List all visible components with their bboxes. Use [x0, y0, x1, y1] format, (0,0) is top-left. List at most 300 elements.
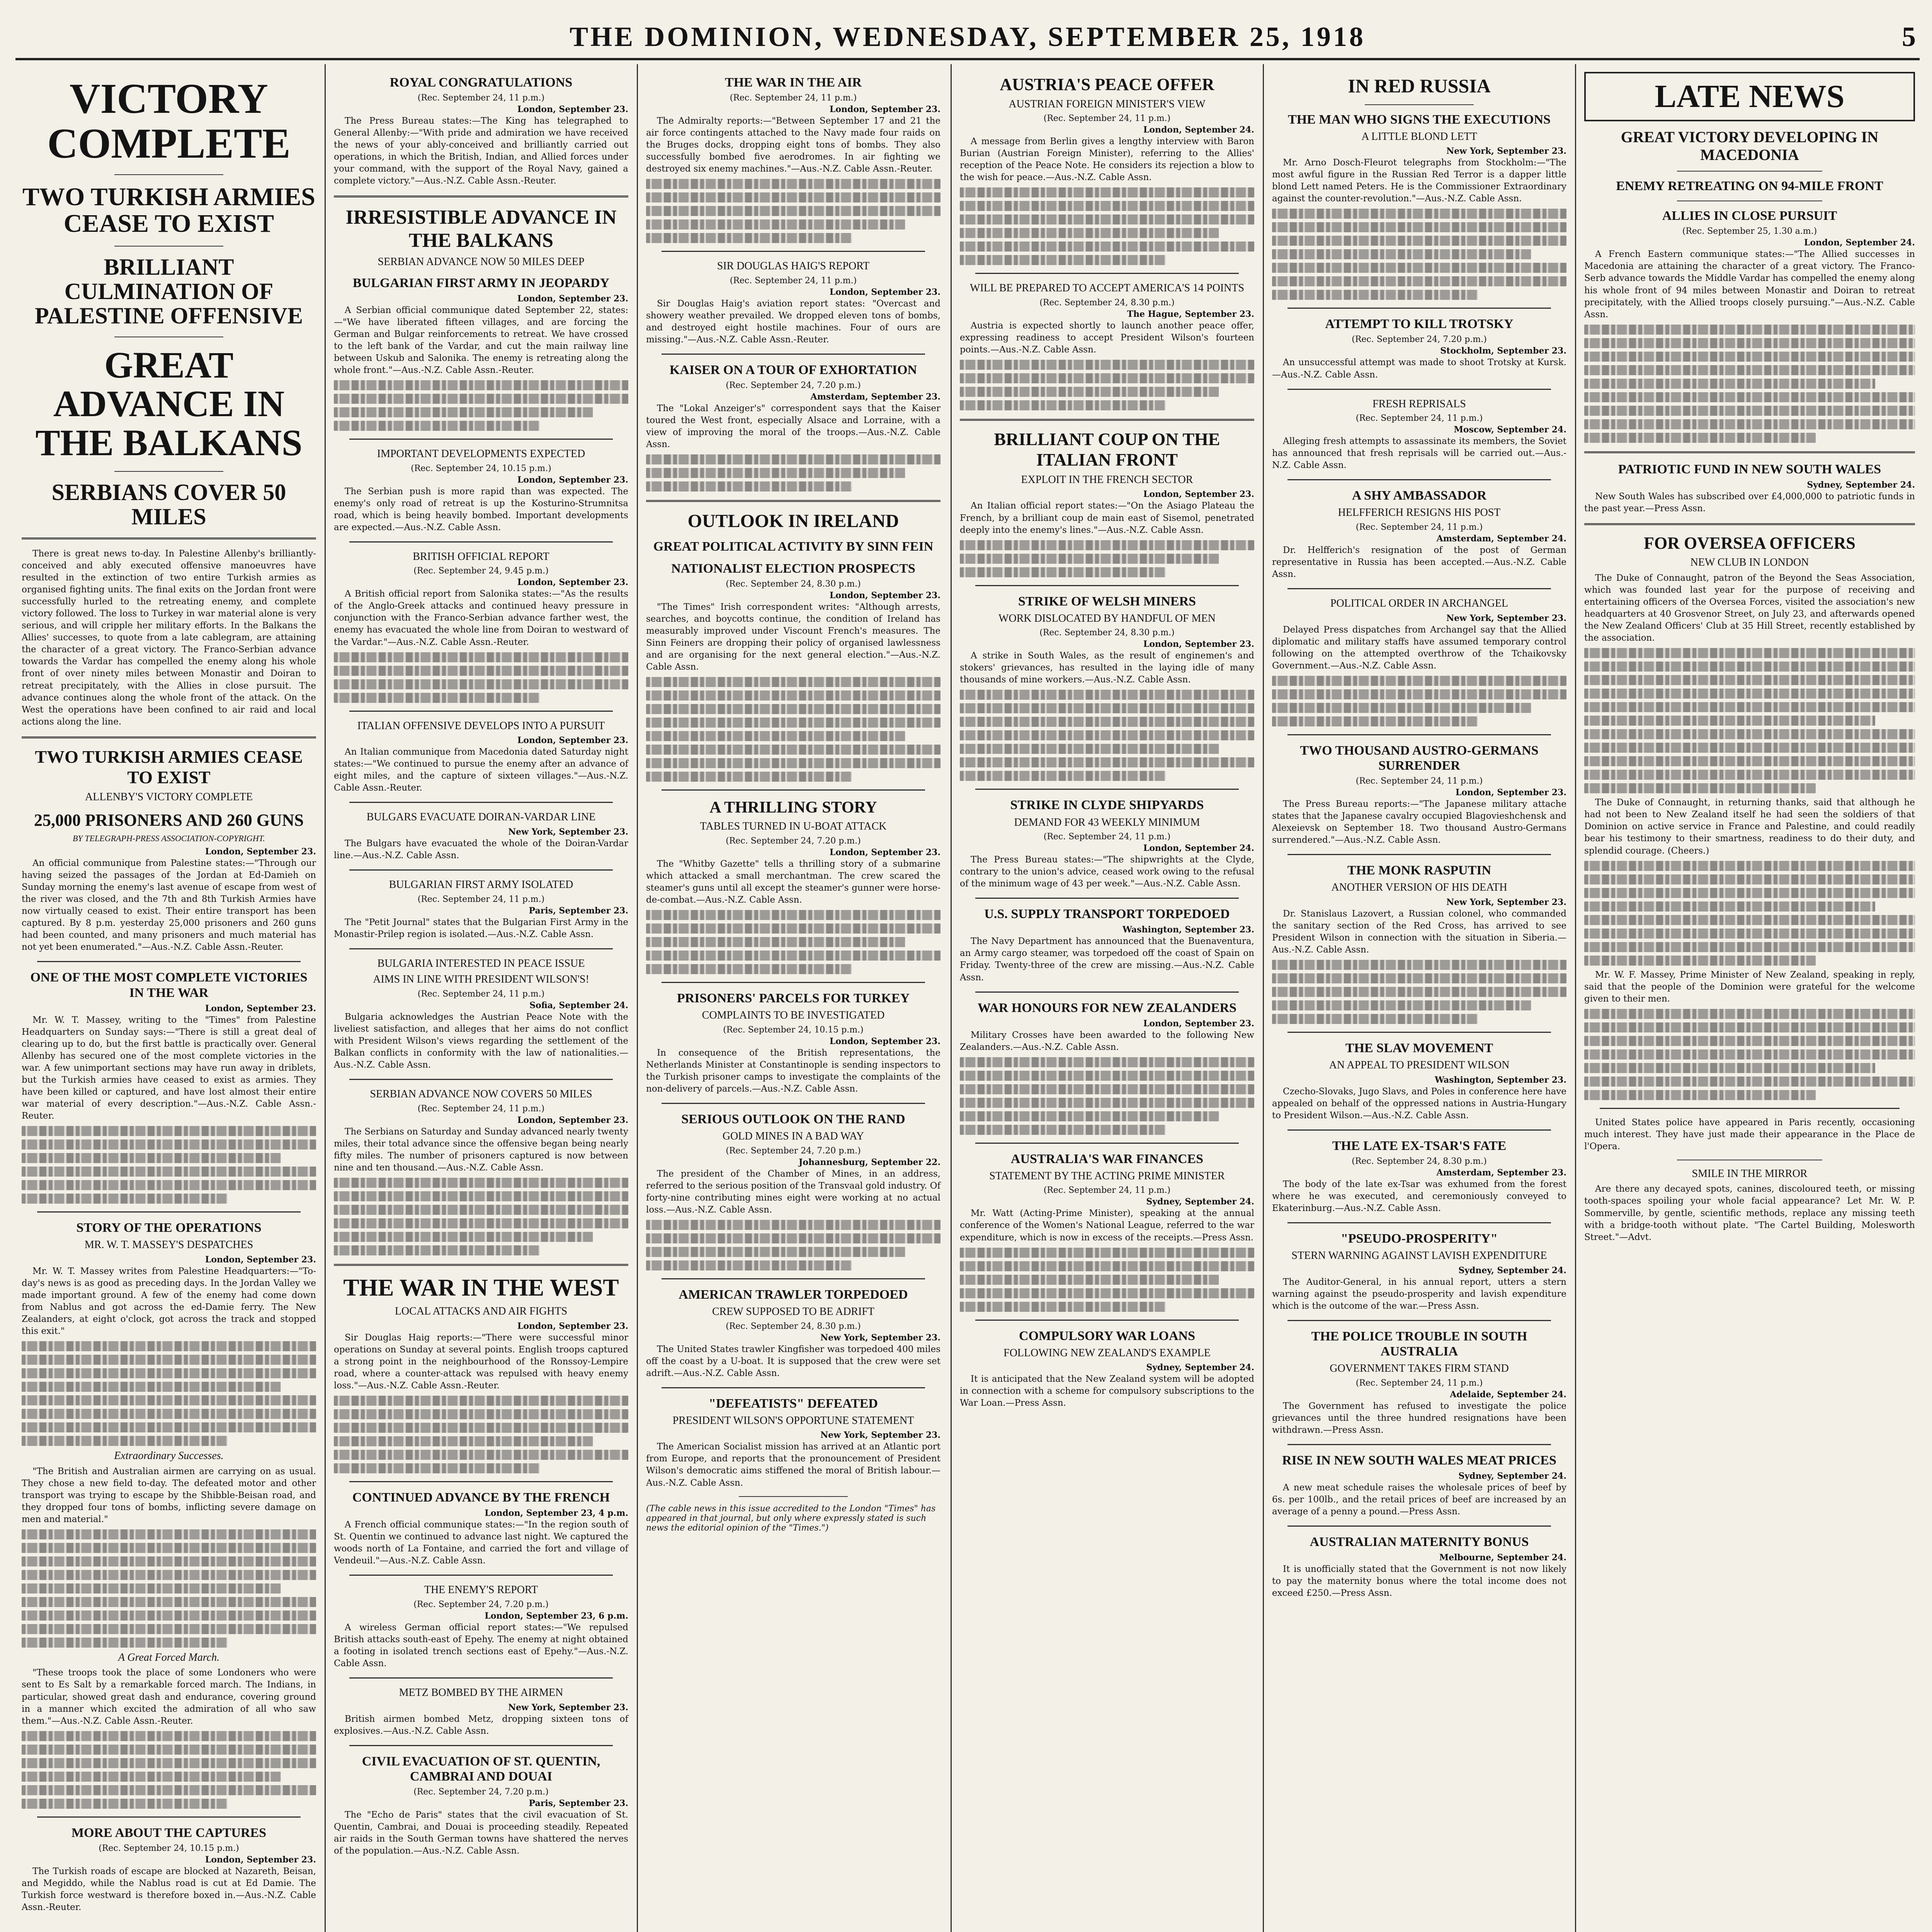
- story-text: It is anticipated that the New Zealand system will be adopted in connection with a scheme for compulsory subscriptions to the War Loan.—Press Assn.: [960, 1374, 1254, 1408]
- story-subhead: SERBIAN ADVANCE NOW 50 MILES DEEP: [378, 255, 585, 268]
- story-text: The "Whitby Gazette" tells a thrilling story of a submarine which attacked a small merchantman. The crew scared the steamer's guns until all except the steamer's gunner were horse-de-combat.—Aus.-N.Z. Cable Assn.: [646, 859, 940, 905]
- column-4: [955, 64, 1259, 1932]
- dateline: London, September 23.: [205, 1003, 316, 1014]
- received-line: (Rec. September 24, 7.20 p.m.): [726, 1146, 861, 1156]
- story-headline: KAISER ON A TOUR OF EXHORTATION: [669, 363, 917, 378]
- dateline: New York, September 23.: [1446, 146, 1566, 156]
- received-line: (Rec. September 24, 11 p.m.): [1355, 1378, 1483, 1388]
- story-headline: AUSTRALIA'S WAR FINANCES: [1010, 1151, 1204, 1166]
- dateline: Washington, September 23.: [1435, 1075, 1566, 1085]
- divider: [662, 1103, 925, 1104]
- received-line: (Rec. September 24, 11 p.m.): [1355, 776, 1483, 786]
- story-text: Dr. Stanislaus Lazovert, a Russian colonel, who commanded the sanitary section of the Red Cross, has arrived to see President Wilson in connection with the situation in Siberia.—Aus.-N.Z. Cable Assn.: [1272, 908, 1566, 955]
- received-line: (Rec. September 24, 8.30 p.m.): [726, 579, 861, 589]
- text-filler: [960, 690, 1254, 781]
- story-headline: SERBIAN ADVANCE NOW COVERS 50 MILES: [370, 1088, 592, 1100]
- deck-headline: GREAT ADVANCE IN THE BALKANS: [35, 344, 303, 464]
- story-headline: THE MONK RASPUTIN: [1347, 863, 1492, 878]
- divider: [349, 1575, 613, 1576]
- dateline: Paris, September 23.: [529, 905, 628, 916]
- divider: [975, 789, 1239, 790]
- text-filler: [1584, 648, 1915, 793]
- dateline: New York, September 23.: [820, 1430, 940, 1440]
- column-rule: [1575, 64, 1576, 1932]
- column-3: [641, 64, 945, 1932]
- story-text: The Press Bureau reports:—"The Japanese military attache states that the Japanese cavalry occupied Blagovieshchensk and Alexeievsk on September 18. Two thousand Austro-Germans surrendered."—Aus.-N.Z. Cable Assn.: [1272, 799, 1566, 845]
- story-subhead: ENEMY RETREATING ON 94-MILE FRONT: [1616, 179, 1883, 194]
- story-subhead: TABLES TURNED IN U-BOAT ATTACK: [700, 820, 887, 833]
- dateline: London, September 23.: [829, 590, 940, 600]
- divider: [662, 982, 925, 983]
- story-text: An Italian official report states:—"On the Asiago Plateau the French, by a brilliant coup de main east of Sisemol, penetrated deeply into the enemy's lines."—Aus.-N.Z. Cable Assn.: [960, 501, 1254, 535]
- divider: [349, 711, 613, 712]
- divider: [1287, 734, 1551, 735]
- dateline: Adelaide, September 24.: [1450, 1389, 1566, 1400]
- divider: [349, 948, 613, 949]
- story-headline: CIVIL EVACUATION OF ST. QUENTIN, CAMBRAI AND DOUAI: [362, 1754, 600, 1784]
- story-headline: IMPORTANT DEVELOPMENTS EXPECTED: [377, 447, 585, 460]
- received-line: (Rec. September 24, 10.15 p.m.): [411, 463, 551, 473]
- story-subhead: 25,000 PRISONERS AND 260 GUNS: [34, 811, 304, 830]
- divider: [114, 471, 223, 472]
- story-headline: THE POLICE TROUBLE IN SOUTH AUSTRALIA: [1311, 1329, 1527, 1359]
- story-headline: A THRILLING STORY: [709, 799, 877, 817]
- divider: [349, 1745, 613, 1746]
- story-text: Dr. Helfferich's resignation of the post of German representative in Russia has been accepted.—Aus.-N.Z. Cable Assn.: [1272, 545, 1566, 580]
- story-text: The Duke of Connaught, patron of the Beyond the Seas Association, which was founded last year for the purpose of receiving and entertaining officers of the Oversea Forces, visited the association's new headquarters at 40 Grosvenor Street, on July 23, and afterwards opened the New Zealand Officers' Club at 35 Hill Street, recently established by the association.: [1584, 573, 1915, 643]
- story-text: In consequence of the British representations, the Netherlands Minister at Constantinople is sending inspectors to the Turkish prisoner camps to investigate the complaints of the non-delivery of parcels.—Aus.-N.Z. Cable Assn.: [646, 1048, 940, 1094]
- story-headline: U.S. SUPPLY TRANSPORT TORPEDOED: [984, 907, 1230, 922]
- story-text: A British official report from Salonika states:—"As the results of the Anglo-Greek attacks and continued heavy pressure in conjunction with the Franco-Serbian advance farther west, the enemy has evacuated the whole line from Doiran to westward of the Vardar."—Aus.-N.Z. Cable Assn.-Reuter.: [334, 589, 628, 647]
- text-filler: [1272, 960, 1566, 1024]
- received-line: (Rec. September 24, 11 p.m.): [1355, 522, 1483, 532]
- dateline: London, September 23.: [1455, 787, 1566, 798]
- story-headline: IN RED RUSSIA: [1348, 75, 1491, 97]
- divider: [1287, 588, 1551, 589]
- story-subhead: MR. W. T. MASSEY'S DESPATCHES: [84, 1239, 253, 1251]
- story-subhead: GOVERNMENT TAKES FIRM STAND: [1330, 1362, 1509, 1375]
- story-subhead: ANOTHER VERSION OF HIS DEATH: [1331, 881, 1507, 894]
- deck-headline: SERBIANS COVER 50 MILES: [51, 479, 286, 529]
- deck-headline: BRILLIANT CULMINATION OF PALESTINE OFFENSIVE: [34, 254, 303, 328]
- story-text: The Serbians on Saturday and Sunday advanced nearly twenty miles, their total advance since the offensive began being nearly fifty miles. The number of prisoners captured is now between nine and ten thousand.—Aus.-N.Z. Cable Assn.: [334, 1126, 628, 1173]
- story-text: The United States trawler Kingfisher was torpedoed 400 miles off the coast by a U-boat. It is supposed that the crew were set adrift.—Aus.-N.Z. Cable Assn.: [646, 1344, 940, 1378]
- text-filler: [646, 910, 940, 974]
- received-line: (Rec. September 24, 7.20 p.m.): [726, 836, 861, 846]
- story-subhead: CREW SUPPOSED TO BE ADRIFT: [712, 1305, 875, 1318]
- received-line: (Rec. September 24, 11 p.m.): [1043, 114, 1171, 124]
- deck-headline: TWO TURKISH ARMIES CEASE TO EXIST: [22, 183, 315, 238]
- story-text: Alleging fresh attempts to assassinate its members, the Soviet has announced that fresh reprisals will be carried out.—Aus.-N.Z. Cable Assn.: [1272, 436, 1566, 471]
- story-headline: A SHY AMBASSADOR: [1352, 488, 1487, 503]
- story-headline: METZ BOMBED BY THE AIRMEN: [399, 1687, 563, 1699]
- story-headline: CONTINUED ADVANCE BY THE FRENCH: [352, 1490, 610, 1505]
- dateline: Sofia, September 24.: [529, 1000, 628, 1010]
- divider: [1365, 104, 1474, 105]
- text-filler: [22, 1529, 316, 1648]
- story-text: The Press Bureau states:—The King has telegraphed to General Allenby:—"With pride and admiration we have received the news of your ably-conceived and brilliantly carried out operations, in which the British, Indian, and Allied forces under your command, with the support of the Royal Navy, gained a complete victory."—Aus.-N.Z. Cable Assn.-Reuter.: [334, 116, 628, 186]
- story-headline: TWO THOUSAND AUSTRO-GERMANS SURRENDER: [1300, 743, 1539, 773]
- text-filler: [334, 1396, 628, 1473]
- text-filler: [334, 380, 628, 431]
- divider: [975, 1320, 1239, 1321]
- dateline: Sydney, September 24.: [1146, 1362, 1254, 1373]
- dateline: New York, September 23.: [1446, 897, 1566, 907]
- divider: [1584, 451, 1915, 453]
- divider: [975, 992, 1239, 993]
- story-headline: TWO TURKISH ARMIES CEASE TO EXIST: [35, 747, 303, 787]
- page-number: 5: [1902, 21, 1916, 52]
- story-headline: MORE ABOUT THE CAPTURES: [71, 1825, 267, 1840]
- dateline: Washington, September 23.: [1122, 925, 1254, 935]
- divider: [334, 1264, 628, 1266]
- divider: [662, 1387, 925, 1388]
- received-line: (Rec. September 24, 8.30 p.m.): [1039, 298, 1175, 308]
- divider: [349, 1677, 613, 1679]
- divider: [1287, 1320, 1551, 1321]
- received-line: (Rec. September 24, 11 p.m.): [417, 989, 545, 999]
- story-text: Czecho-Slovaks, Jugo Slavs, and Poles in conference here have appealed on behalf of the oppressed nations in Austria-Hungary to President Wilson.—Aus.-N.Z. Cable Assn.: [1272, 1086, 1566, 1121]
- story-headline: STRIKE IN CLYDE SHIPYARDS: [1010, 798, 1204, 813]
- divider: [1287, 1222, 1551, 1223]
- divider: [1287, 308, 1551, 309]
- received-line: (Rec. September 24, 8.30 p.m.): [1352, 1156, 1487, 1167]
- divider: [739, 1496, 848, 1497]
- divider: [37, 1816, 301, 1818]
- received-line: (Rec. September 24, 10.15 p.m.): [723, 1025, 864, 1035]
- received-line: (Rec. September 24, 8.30 p.m.): [1039, 628, 1175, 638]
- main-headline: VICTORY COMPLETE: [47, 75, 291, 167]
- received-line: (Rec. September 24, 11 p.m.): [417, 894, 545, 904]
- dateline: New York, September 23.: [508, 1702, 628, 1713]
- dateline: London, September 24.: [1804, 238, 1915, 248]
- story-text: The Serbian push is more rapid than was expected. The enemy's only road of retreat is up the Kosturino-Strumnitsa road, which is being heavily bombed. Important developments are expected.—Aus.-N.Z. Cable Assn.: [334, 486, 628, 532]
- dateline: London, September 23.: [517, 474, 628, 485]
- story-text: Sir Douglas Haig reports:—"There were successful minor operations on Sunday at several points. English troops captured a strong point in the neighbourhood of the Ronssoy-Lempire road, where a counter-attack was repulsed with heavy enemy loss."—Aus.-N.Z. Cable Assn.-Reuter.: [334, 1332, 628, 1391]
- story-headline: THE WAR IN THE WEST: [343, 1274, 619, 1301]
- received-line: (Rec. September 25, 1.30 a.m.): [1682, 226, 1817, 236]
- story-text: An unsuccessful attempt was made to shoot Trotsky at Kursk.—Aus.-N.Z. Cable Assn.: [1272, 357, 1566, 380]
- story-headline: PRISONERS' PARCELS FOR TURKEY: [677, 991, 910, 1006]
- story-headline: THE MAN WHO SIGNS THE EXECUTIONS: [1288, 112, 1551, 127]
- story-text: The "Petit Journal" states that the Bulgarian First Army in the Monastir-Prilep region is isolated.—Aus.-N.Z. Cable Assn.: [334, 917, 628, 939]
- dateline: Melbourne, September 24.: [1439, 1553, 1566, 1563]
- divider: [349, 439, 613, 440]
- story-text: Mr. W. T. Massey writes from Palestine Headquarters:—"To-day's news is as good as preceding days. In the Jordan Valley we made important ground. A few of the enemy had come down from Nablus and got across the ed-Damie ferry. The New Zealanders, at eight o'clock, got across the track and stopped this exit.": [22, 1266, 316, 1336]
- dateline: London, September 23.: [205, 847, 316, 857]
- story-text: It is unofficially stated that the Government is not now likely to pay the maternity bonus where the total income does not exceed £250.—Press Assn.: [1272, 1564, 1566, 1599]
- story-text: A new meat schedule raises the wholesale prices of beef by 6s. per 100lb., and the retail prices of beef are increased by an average of a penny a pound.—Press Assn.: [1272, 1483, 1566, 1517]
- dateline: Paris, September 23.: [529, 1798, 628, 1808]
- story-text: Bulgaria acknowledges the Austrian Peace Note with the liveliest satisfaction, and alleges that her aims do not conflict with President Wilson's views regarding the settlement of the Balkan conflicts in conformity with the law of nationalities.—Aus.-N.Z. Cable Assn.: [334, 1012, 628, 1070]
- divider: [1287, 1526, 1551, 1527]
- story-text: A French Eastern communique states:—"The Allied successes in Macedonia are attaining the character of a great victory. The Franco-Serb advance towards the Middle Vardar has compelled the enemy along his whole front of 94 miles between Monastir and Doiran to retreat precipitately, with the Allied troops closely pursuing."—Aus.-N.Z. Cable Assn.: [1584, 249, 1915, 320]
- divider: [349, 1079, 613, 1080]
- column-rule: [637, 64, 638, 1932]
- story-subhead: NEW CLUB IN LONDON: [1690, 556, 1809, 569]
- story-text: The body of the late ex-Tsar was exhumed from the forest where he was executed, and ceremoniously conveyed to Ekaterinburg.—Aus.-N.Z. Cable Assn.: [1272, 1179, 1566, 1214]
- story-subhead: NATIONALIST ELECTION PROSPECTS: [671, 561, 915, 576]
- dateline: London, September 23, 4 p.m.: [485, 1508, 628, 1519]
- text-filler: [1584, 1009, 1915, 1100]
- divider: [1287, 479, 1551, 480]
- divider: [114, 246, 223, 247]
- divider: [662, 354, 925, 355]
- divider: [646, 500, 940, 502]
- column-rule: [951, 64, 952, 1932]
- story-headline: COMPULSORY WAR LOANS: [1019, 1328, 1195, 1343]
- story-subhead: AN APPEAL TO PRESIDENT WILSON: [1329, 1059, 1510, 1071]
- story-headline: ATTEMPT TO KILL TROTSKY: [1325, 317, 1514, 332]
- story-text: The president of the Chamber of Mines, in an address, referred to the serious position of the Transvaal gold industry. Of forty-nine contributing mines eight were working at no actual loss.—Aus.-N.Z. Cable Assn.: [646, 1168, 940, 1215]
- story-headline: BRILLIANT COUP ON THE ITALIAN FRONT: [994, 429, 1220, 469]
- masthead-title: THE DOMINION, WEDNESDAY, SEPTEMBER 25, 1918: [570, 21, 1366, 52]
- story-text: "These troops took the place of some Londoners who were sent to Es Salt by a remarkable forced march. The Indians, in particular, showed great dash and endurance, covering ground in a manner which excited the admiration of all who saw them."—Aus.-N.Z. Cable Assn.-Reuter.: [22, 1668, 316, 1726]
- dateline: New York, September 23.: [508, 827, 628, 837]
- dateline: The Hague, September 23.: [1127, 309, 1254, 319]
- divider: [975, 898, 1239, 899]
- story-headline: SIR DOUGLAS HAIG'S REPORT: [717, 260, 870, 272]
- story-subhead: ALLIES IN CLOSE PURSUIT: [1662, 209, 1837, 223]
- story-subhead: BULGARIAN FIRST ARMY IN JEOPARDY: [352, 276, 610, 290]
- story-subhead: STATEMENT BY THE ACTING PRIME MINISTER: [989, 1170, 1225, 1182]
- text-filler: [22, 1341, 316, 1446]
- text-filler: [646, 677, 940, 782]
- text-filler: [1584, 861, 1915, 966]
- divider: [975, 585, 1239, 586]
- story-headline: AUSTRALIAN MATERNITY BONUS: [1310, 1535, 1529, 1549]
- divider: [975, 273, 1239, 274]
- story-text: United States police have appeared in Paris recently, occasioning much interest. They have just made their appearance in the Place de l'Opera.: [1584, 1117, 1915, 1151]
- dateline: London, September 23.: [517, 104, 628, 115]
- story-text: The Auditor-General, in his annual report, utters a stern warning against the pseudo-prosperity and lavish expenditure which is the outcome of the war.—Press Assn.: [1272, 1277, 1566, 1311]
- divider: [37, 961, 301, 962]
- dateline: London, September 23.: [1143, 639, 1254, 650]
- dateline: Sydney, September 24.: [1146, 1197, 1254, 1207]
- text-filler: [960, 187, 1254, 265]
- story-headline: OUTLOOK IN IRELAND: [687, 511, 899, 532]
- column-rule: [1263, 64, 1264, 1932]
- story-headline: ITALIAN OFFENSIVE DEVELOPS INTO A PURSUIT: [357, 719, 605, 732]
- story-text: The "Lokal Anzeiger's" correspondent says that the Kaiser toured the West front, especially Alsace and Lorraine, with a view of improving the moral of the troops.—Aus.-N.Z. Cable Assn.: [646, 403, 940, 450]
- advert-text: Are there any decayed spots, canines, discoloured teeth, or missing tooth-spaces spoiling your whole facial appearance? Let Mr. W. P. Sommerville, by gentle, scientific methods, replace any missing teeth with a bridge-tooth without plate. "The Cartel Building, Molesworth Street."—Advt.: [1584, 1184, 1915, 1242]
- dateline: Sydney, September 24.: [1807, 480, 1915, 490]
- divider: [37, 1211, 301, 1213]
- story-subhead: DEMAND FOR 43 WEEKLY MINIMUM: [1014, 816, 1200, 828]
- story-headline: BULGARIAN FIRST ARMY ISOLATED: [389, 879, 573, 891]
- story-headline: WILL BE PREPARED TO ACCEPT AMERICA'S 14 POINTS: [969, 282, 1245, 294]
- story-headline: AMERICAN TRAWLER TORPEDOED: [679, 1287, 908, 1302]
- received-line: (Rec. September 24, 11 p.m.): [730, 276, 857, 286]
- section-subhead: Extraordinary Successes.: [114, 1450, 224, 1462]
- text-filler: [334, 1178, 628, 1255]
- divider: [349, 869, 613, 871]
- received-line: (Rec. September 24, 11 p.m.): [417, 93, 545, 103]
- text-filler: [1272, 676, 1566, 726]
- story-headline: "PSEUDO-PROSPERITY": [1340, 1231, 1498, 1246]
- story-text: Mr. W. T. Massey, writing to the "Times" from Palestine Headquarters on Sunday says:—"There is still a great deal of clearing up to do, but the first battle is practically over. General Allenby has secured one of the most complete victories in the war. A few unimportant sections may have run away in driblets, but the Turkish armies have ceased to exist as armies. They have been killed or captured, and have lost almost their entire war material of every description."—Aus.-N.Z. Cable Assn.-Reuter.: [22, 1015, 316, 1121]
- story-text: The Admiralty reports:—"Between September 17 and 21 the air force contingents attached to the Navy made four raids on the Bruges docks, dropping eight tons of bombs. They also successfully bombed five aerodromes. In air fighting we destroyed six enemy machines."—Aus.-N.Z. Cable Assn.-Reuter.: [646, 116, 940, 174]
- column-6: [1580, 64, 1920, 1932]
- divider: [114, 174, 223, 175]
- story-text: New South Wales has subscribed over £4,000,000 to patriotic funds in the past year.—Press Assn.: [1584, 491, 1915, 514]
- story-text: Mr. Arno Dosch-Fleurot telegraphs from Stockholm:—"The most awful figure in the Russian Red Terror is a dapper little blond Lett named Peters. He is the Commissioner Extraordinary against the counter-revolution."—Aus.-N.Z. Cable Assn.: [1272, 158, 1566, 204]
- received-line: (Rec. September 24, 7.20 p.m.): [1352, 335, 1487, 345]
- received-line: (Rec. September 24, 11 p.m.): [730, 93, 857, 103]
- dateline: London, September 23.: [829, 1036, 940, 1046]
- story-headline: BRITISH OFFICIAL REPORT: [413, 550, 549, 563]
- byline: BY TELEGRAPH-PRESS ASSOCIATION-COPYRIGHT.: [73, 833, 265, 843]
- story-headline: FOR OVERSEA OFFICERS: [1644, 533, 1855, 553]
- received-line: (Rec. September 24, 11 p.m.): [417, 1104, 545, 1114]
- story-headline: FRESH REPRISALS: [1372, 398, 1466, 410]
- divider: [975, 1143, 1239, 1144]
- dateline: New York, September 23.: [820, 1332, 940, 1343]
- story-headline: STORY OF THE OPERATIONS: [76, 1221, 262, 1235]
- divider: [22, 736, 316, 738]
- dateline: London, September 23.: [517, 1321, 628, 1331]
- column-rule: [325, 64, 326, 1932]
- story-headline: ONE OF THE MOST COMPLETE VICTORIES IN THE WAR: [30, 970, 308, 1000]
- dateline: London, September 23.: [517, 293, 628, 304]
- story-text: An official communique from Palestine states:—"Through our having seized the passages of the Jordan at Ed-Damieh on Sunday morning the enemy's last avenue of escape from west of the river was closed, and the 7th and 8th Turkish Armies have now virtually ceased to exist. Their entire transport has been captured. By 8 p.m. yesterday 25,000 prisoners and 260 guns had been counted, and many prisoners and much material has not yet been enumerated."—Aus.-N.Z. Cable Assn.-Reuter.: [22, 858, 316, 952]
- divider: [349, 541, 613, 543]
- story-headline: SERIOUS OUTLOOK ON THE RAND: [681, 1112, 905, 1126]
- dateline: New York, September 23.: [1446, 613, 1566, 623]
- divider: [1600, 1108, 1900, 1109]
- story-text: A message from Berlin gives a lengthy interview with Baron Burian (Austrian Foreign Minister), referring to the Allies' reception of the Peace Note. He considers its rejection a blow to the wish for peace.—Aus.-N.Z. Cable Assn.: [960, 136, 1254, 183]
- advert-headline: SMILE IN THE MIRROR: [1692, 1167, 1808, 1180]
- story-text: British airmen bombed Metz, dropping sixteen tons of explosives.—Aus.-N.Z. Cable Assn.: [334, 1714, 628, 1736]
- text-filler: [22, 1731, 316, 1809]
- dateline: Stockholm, September 23.: [1440, 346, 1566, 356]
- received-line: (Rec. September 24, 7.20 p.m.): [413, 1599, 549, 1609]
- text-filler: [1584, 325, 1915, 443]
- story-headline: RISE IN NEW SOUTH WALES MEAT PRICES: [1282, 1453, 1556, 1468]
- received-line: (Rec. September 24, 11 p.m.): [1043, 832, 1171, 842]
- story-text: The "Echo de Paris" states that the civil evacuation of St. Quentin, Cambrai, and Douai is proceeding steadily. Repeated air raids in the South German towns have shattered the nerves of the population.—Aus.-N.Z. Cable Assn.: [334, 1810, 628, 1856]
- dateline: London, September 23.: [205, 1854, 316, 1865]
- story-headline: POLITICAL ORDER IN ARCHANGEL: [1330, 597, 1509, 610]
- story-subhead: AUSTRIAN FOREIGN MINISTER'S VIEW: [1009, 98, 1206, 110]
- received-line: (Rec. September 24, 8.30 p.m.): [726, 1321, 861, 1331]
- dateline: London, September 23.: [829, 847, 940, 857]
- divider: [22, 537, 316, 539]
- story-text: Austria is expected shortly to launch another peace offer, expressing readiness to accept President Wilson's fourteen points.—Aus.-N.Z. Cable Assn.: [960, 320, 1254, 355]
- dateline: Johannesburg, September 22.: [799, 1157, 940, 1167]
- divider: [1677, 171, 1822, 172]
- dateline: London, September 23.: [205, 1254, 316, 1265]
- divider: [334, 196, 628, 197]
- story-headline: IRRESISTIBLE ADVANCE IN THE BALKANS: [345, 206, 617, 252]
- received-line: (Rec. September 24, 10.15 p.m.): [99, 1843, 239, 1853]
- column-5: [1267, 64, 1571, 1932]
- masthead: [15, 8, 1920, 60]
- story-subhead: GOLD MINES IN A BAD WAY: [722, 1130, 864, 1143]
- story-text: The American Socialist mission has arrived at an Atlantic port from Europe, and reports that the pronouncement of President Wilson's democratic aims stiffened the moral of British labour.—Aus.-N.Z. Cable Assn.: [646, 1442, 940, 1488]
- divider: [1287, 1032, 1551, 1033]
- story-text: Military Crosses have been awarded to the following New Zealanders.—Aus.-N.Z. Cable Assn.: [960, 1030, 1254, 1052]
- text-filler: [1272, 209, 1566, 300]
- divider: [349, 1481, 613, 1482]
- late-news-box: [1584, 72, 1915, 121]
- story-text: The Navy Department has announced that the Buenaventura, an Army cargo steamer, was torpedoed off the coast of Spain on Friday. Twenty-three of the crew are missing.—Aus.-N.Z. Cable Assn.: [960, 936, 1254, 983]
- story-text: An Italian communique from Macedonia dated Saturday night states:—"We continued to pursue the enemy after an advance of eight miles, and the capture of sixteen villages."—Aus.-N.Z. Cable Assn.-Reuter.: [334, 747, 628, 793]
- column-2: [329, 64, 633, 1932]
- story-subhead: PRESIDENT WILSON'S OPPORTUNE STATEMENT: [672, 1414, 914, 1427]
- text-filler: [646, 1220, 940, 1270]
- text-filler: [960, 1248, 1254, 1312]
- story-subhead: FOLLOWING NEW ZEALAND'S EXAMPLE: [1003, 1347, 1211, 1359]
- received-line: (Rec. September 24, 7.20 p.m.): [413, 1787, 549, 1797]
- dateline: London, September 23.: [517, 1115, 628, 1125]
- story-headline: ROYAL CONGRATULATIONS: [389, 75, 573, 90]
- story-text: The Turkish roads of escape are blocked at Nazareth, Beisan, and Megiddo, while the Nablus road is cut at Ed Damie. The Turkish force westward is therefore boxed in.—Aus.-N.Z. Cable Assn.-Reuter.: [22, 1866, 316, 1912]
- divider: [662, 1278, 925, 1279]
- received-line: (Rec. September 24, 9.45 p.m.): [413, 566, 549, 576]
- story-headline: THE SLAV MOVEMENT: [1345, 1041, 1493, 1056]
- story-subhead: WORK DISLOCATED BY HANDFUL OF MEN: [998, 612, 1216, 624]
- divider: [349, 802, 613, 803]
- dateline: London, September 23.: [1143, 489, 1254, 500]
- story-subhead: AIMS IN LINE WITH PRESIDENT WILSON'S!: [373, 973, 589, 986]
- dateline: Moscow, September 24.: [1454, 425, 1566, 435]
- story-text: "The British and Australian airmen are carrying on as usual. They chose a new field to-day. The defeated motor and other transport was trying to escape by the Shibble-Beisan road, and they dropped four tons of bombs, inflicting severe damage on men and material.": [22, 1466, 316, 1524]
- dateline: Amsterdam, September 23.: [1436, 1168, 1566, 1178]
- divider: [1287, 854, 1551, 855]
- story-text: The Bulgars have evacuated the whole of the Doiran-Vardar line.—Aus.-N.Z. Cable Assn.: [334, 838, 628, 861]
- story-text: Sir Douglas Haig's aviation report states: "Overcast and showery weather prevailed. We dropped eleven tons of bombs, and destroyed eight hostile machines. Four of ours are missing."—Aus.-N.Z. Cable Assn.-Reuter.: [646, 298, 940, 345]
- divider: [1287, 1129, 1551, 1131]
- dateline: London, September 23, 6 p.m.: [485, 1611, 628, 1621]
- story-text: A wireless German official report states:—"We repulsed British attacks south-east of Epehy. The enemy at night obtained a footing in isolated trench sections east of Epehy."—Aus.-N.Z. Cable Assn.: [334, 1622, 628, 1669]
- story-headline: THE ENEMY'S REPORT: [424, 1584, 538, 1596]
- section-subhead: A Great Forced March.: [118, 1651, 220, 1663]
- divider: [960, 419, 1254, 421]
- story-text: The Duke of Connaught, in returning thanks, said that although he had not been to New Zealand itself he had seen the soldiers of that Dominion on active service in France and Palestine, and could readily bear his testimony to their smartness, readiness to do their duty, and splendid courage. (Cheers.): [1584, 798, 1915, 856]
- story-headline: WAR HONOURS FOR NEW ZEALANDERS: [977, 1000, 1237, 1015]
- text-filler: [960, 540, 1254, 577]
- late-news-headline: LATE NEWS: [1655, 78, 1845, 114]
- story-subhead: A LITTLE BLOND LETT: [1361, 130, 1477, 143]
- editorial-note: (The cable news in this issue accredited to the London "Times" has appeared in that journal, but only where expressly stated is such news the editorial opinion of the "Times."): [646, 1503, 936, 1533]
- column-1: [17, 64, 321, 1932]
- text-filler: [334, 652, 628, 703]
- story-headline: BULGARS EVACUATE DOIRAN-VARDAR LINE: [366, 811, 596, 823]
- dateline: London, September 23.: [829, 287, 940, 297]
- text-filler: [646, 454, 940, 492]
- dateline: London, September 23.: [517, 577, 628, 588]
- story-text: Mr. Watt (Acting-Prime Minister), speaking at the annual conference of the Women's National League, referred to the war expenditure, which is now in excess of the receipts.—Press Assn.: [960, 1208, 1254, 1243]
- story-subhead: EXPLOIT IN THE FRENCH SECTOR: [1021, 473, 1193, 486]
- dateline: Sydney, September 24.: [1458, 1265, 1566, 1276]
- story-headline: BULGARIA INTERESTED IN PEACE ISSUE: [377, 957, 585, 969]
- dateline: Amsterdam, September 23.: [810, 392, 940, 402]
- intro-paragraph: There is great news to-day. In Palestine Allenby's brilliantly-conceived and ably executed offensive manoeuvres have resulted in the extinction of two entire Turkish armies as organised fighting units. The final exits on the Jordan front were successfully hurled to the retreating enemy, and complete victory followed. The loss to Turkey in war material alone is very serious, and will cripple her military efforts. In the Balkans the Allies' successes, to quote from a late cablegram, are attaining the character of a great victory. The Franco-Serbian advance towards the Vardar has compelled the enemy along his whole front of over ninety miles between Monastir and Doiran to retreat precipitately, with the Allies in close pursuit. The advance continues along the whole front of the attack. On the West the operations have been confined to air raid and local actions along the line.: [22, 548, 316, 727]
- dateline: Amsterdam, September 24.: [1436, 533, 1566, 544]
- dateline: London, September 24.: [1143, 843, 1254, 854]
- text-filler: [960, 1057, 1254, 1135]
- divider: [662, 789, 925, 791]
- story-subhead: GREAT POLITICAL ACTIVITY BY SINN FEIN: [653, 539, 934, 554]
- dateline: London, September 23.: [517, 735, 628, 746]
- story-headline: PATRIOTIC FUND IN NEW SOUTH WALES: [1618, 462, 1881, 476]
- story-text: "The Times" Irish correspondent writes: "Although arrests, searches, and boycotts continue, the condition of Ireland has measurably improved under Viscount French's measures. The Sinn Feiners are dropping their policy of organised lawlessness and are organising for the next general election."—Aus.-N.Z. Cable Assn.: [646, 602, 940, 672]
- divider: [1287, 1444, 1551, 1445]
- received-line: (Rec. September 24, 11 p.m.): [1355, 413, 1483, 423]
- story-headline: THE WAR IN THE AIR: [725, 75, 862, 90]
- story-subhead: ALLENBY'S VICTORY COMPLETE: [85, 791, 253, 803]
